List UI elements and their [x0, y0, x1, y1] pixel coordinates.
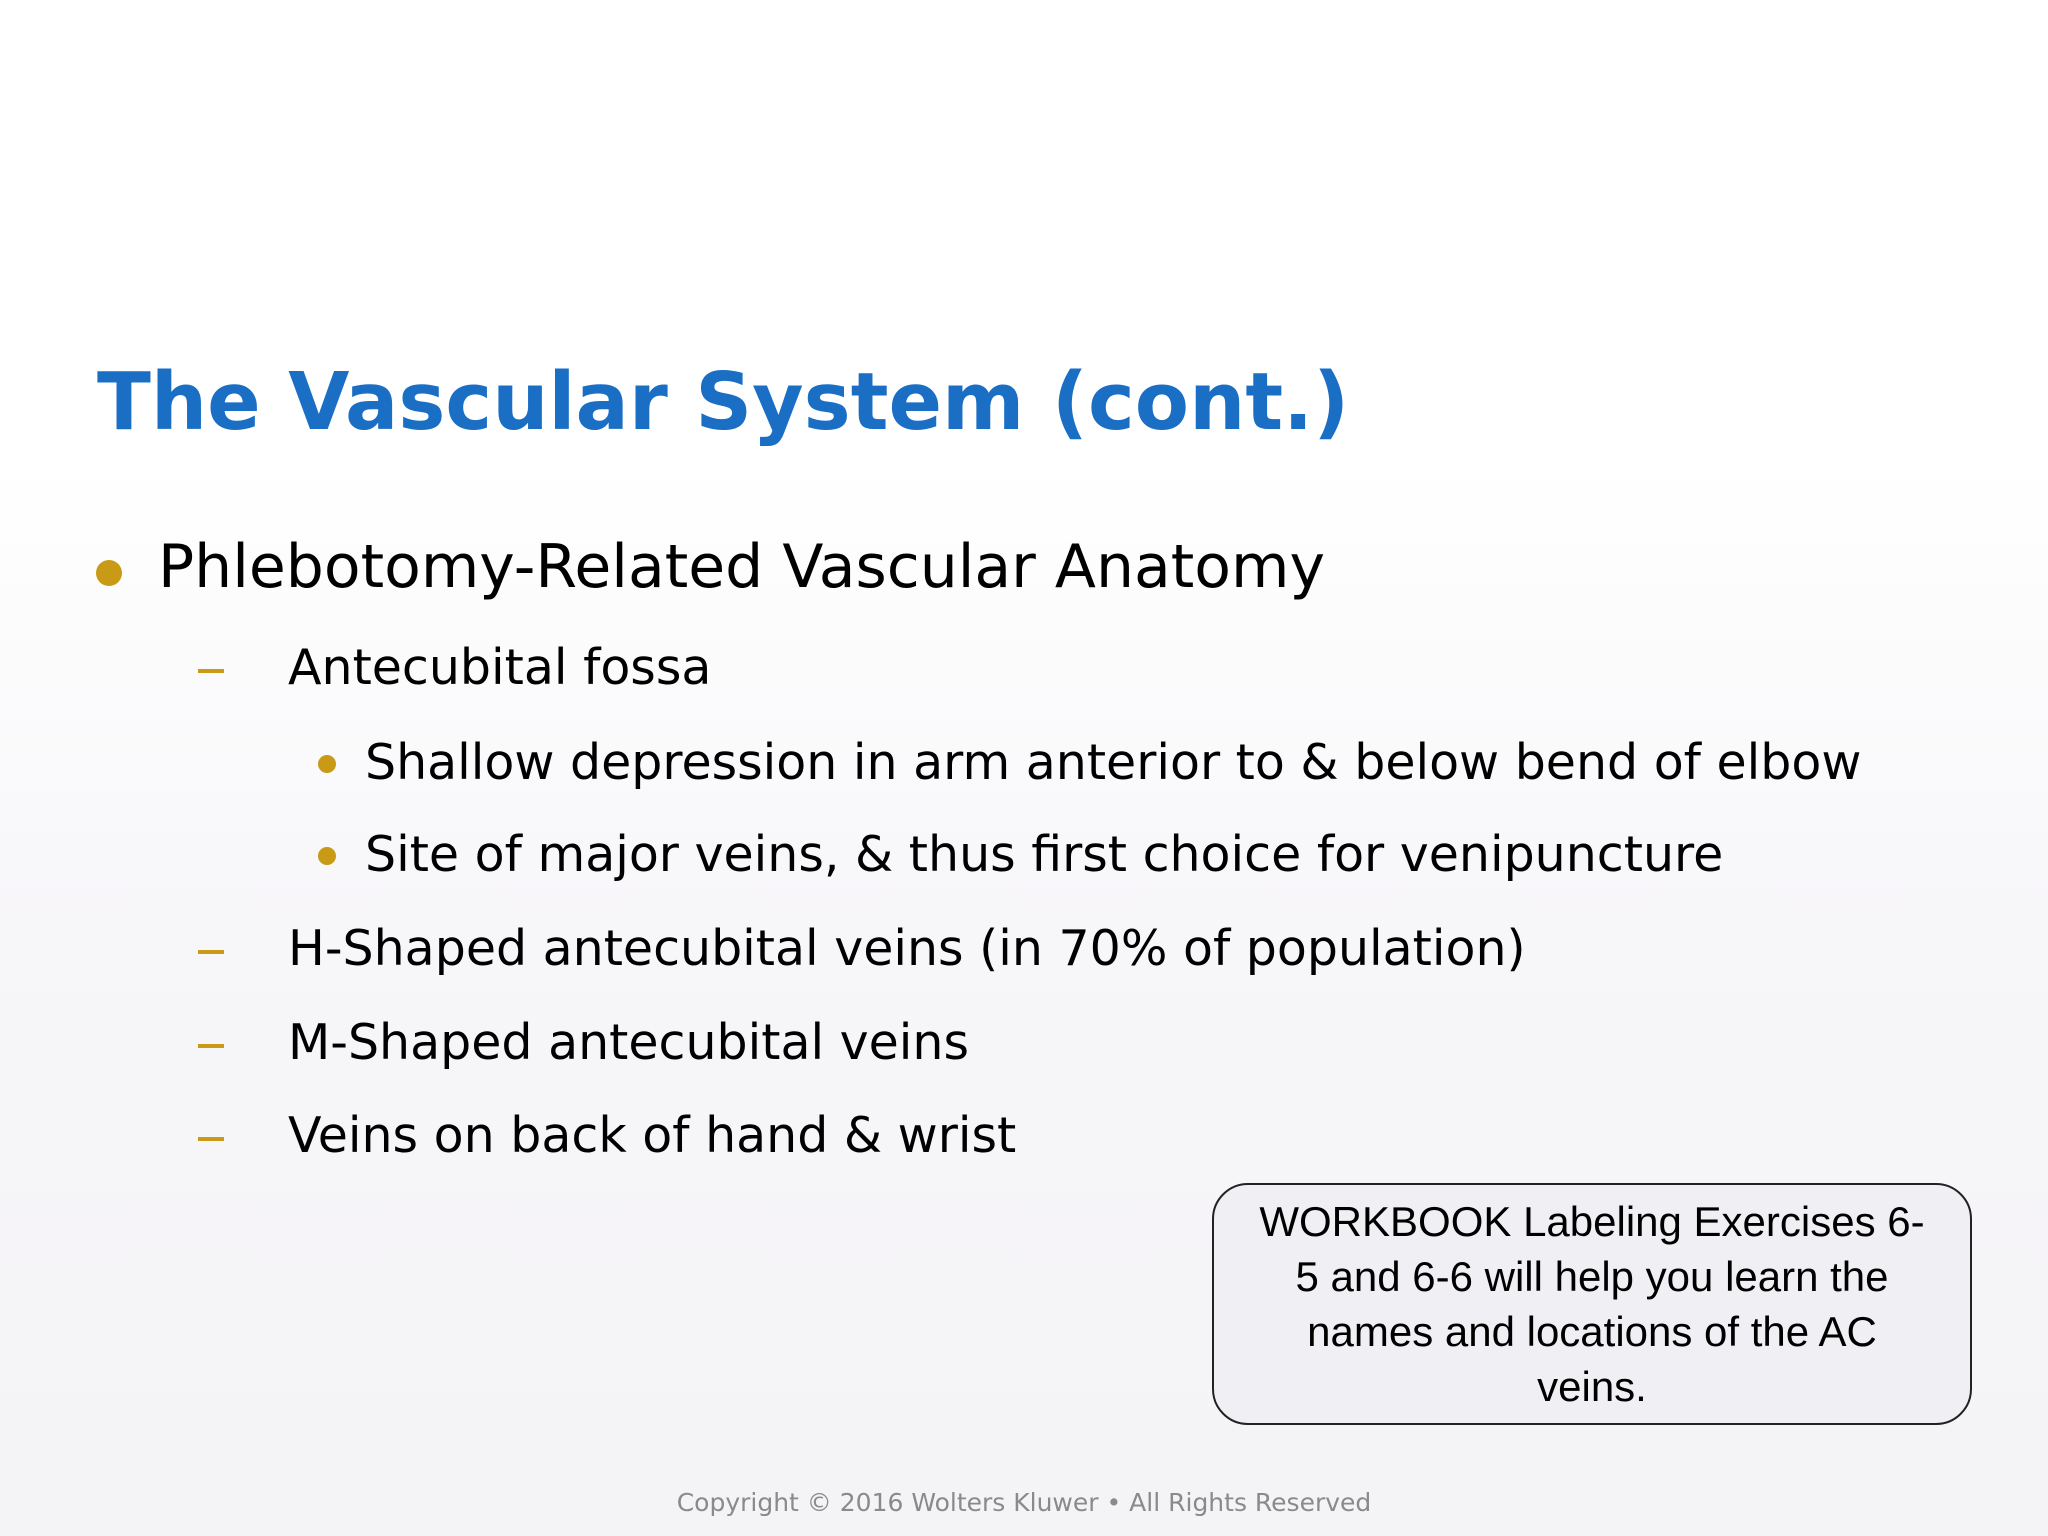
bullet-text: Site of major veins, & thus first choice for venipuncture	[365, 826, 1724, 883]
callout-line: 5 and 6-6 will help you learn the	[1295, 1253, 1889, 1300]
bullet-text: Shallow depression in arm anterior to & below bend of elbow	[365, 734, 1862, 791]
dash-icon	[198, 1137, 224, 1141]
bullet-text: Antecubital fossa	[288, 639, 712, 696]
dash-icon	[198, 1044, 224, 1048]
slide-title: The Vascular System (cont.)	[97, 356, 1350, 448]
callout-line: WORKBOOK Labeling Exercises 6-	[1259, 1198, 1925, 1245]
callout-line: veins.	[1537, 1363, 1647, 1410]
bullet-dot-icon	[96, 560, 122, 586]
callout-line: names and locations of the AC	[1307, 1308, 1877, 1355]
bullet-text: M-Shaped antecubital veins	[288, 1014, 969, 1071]
dash-icon	[198, 669, 224, 673]
dash-icon	[198, 950, 224, 954]
copyright-footer: Copyright © 2016 Wolters Kluwer • All Rights Reserved	[676, 1488, 1372, 1517]
workbook-callout-box	[1212, 1183, 1972, 1425]
bullet-text: Phlebotomy-Related Vascular Anatomy	[158, 532, 1325, 602]
bullet-dot-icon	[318, 847, 336, 865]
bullet-dot-icon	[318, 755, 336, 773]
bullet-text: H-Shaped antecubital veins (in 70% of population)	[288, 920, 1526, 977]
bullet-text: Veins on back of hand & wrist	[288, 1107, 1017, 1164]
callout-text	[1259, 1194, 1924, 1414]
